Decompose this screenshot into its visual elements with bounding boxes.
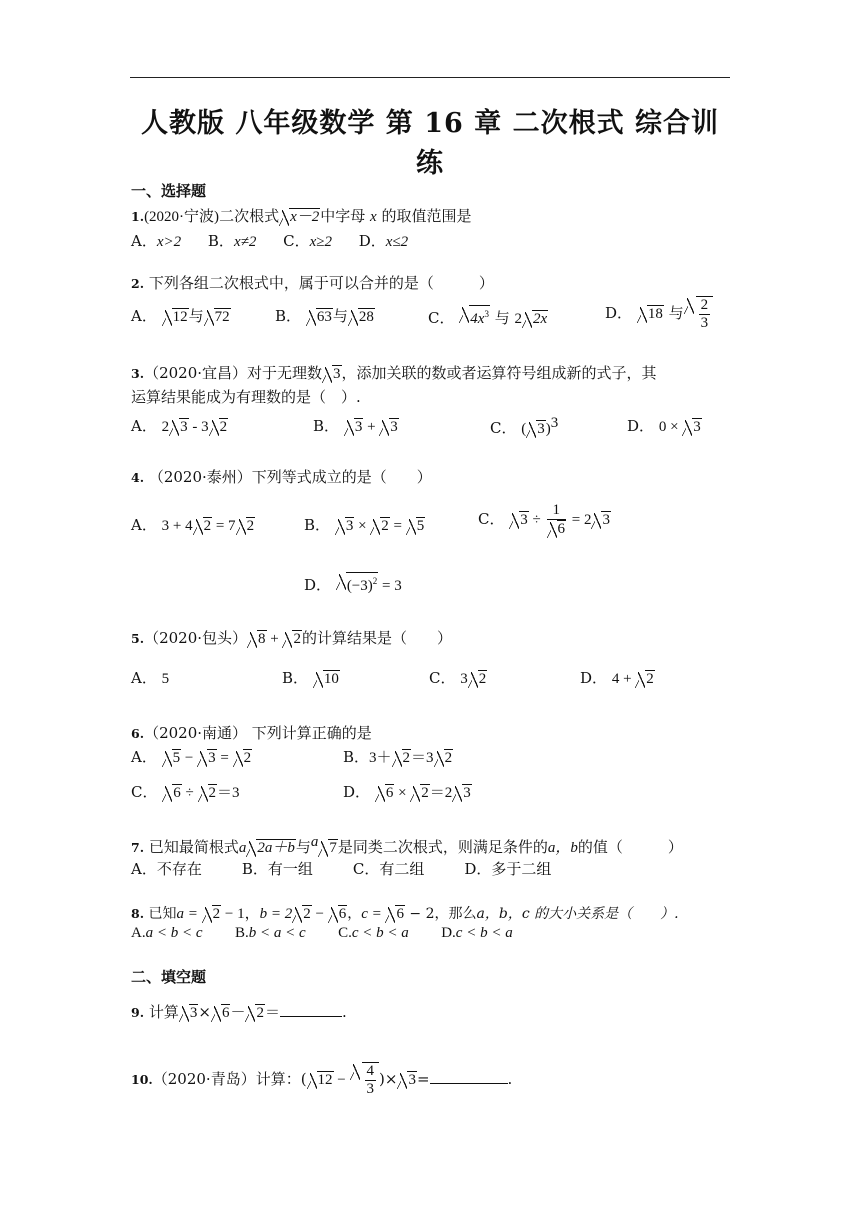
question-9: 9. 计算 3× 6－ 2＝ .: [131, 1003, 347, 1021]
question-4: 4. （2020·泰州）下列等式成立的是（ ）: [131, 468, 432, 486]
question-1-options: A．x>2 B．x≠2 C．x≥2 D．x≤2: [131, 232, 409, 250]
question-2-option-b: B． 63与 28: [275, 307, 374, 325]
question-6: 6.（2020·南通） 下列计算正确的是: [131, 724, 372, 742]
question-3-option-c: C． ( 3)$^3$: [490, 415, 559, 437]
answer-blank-10[interactable]: [430, 1069, 508, 1084]
question-8-options: A.a < b < c B.b < a < c C.c < b < a D.c < b < a: [131, 925, 513, 941]
question-4-option-c: C． 3 ÷ $\frac{1}{6}$ = 2 3: [478, 502, 610, 537]
question-10: 10.（2020·青岛）计算：( 12 − $\frac{4}{3}$ )× 3= .: [131, 1063, 513, 1097]
question-2-option-a: A． 12与 72: [131, 307, 230, 325]
question-6-option-a: A． 5 − 3 = 2: [131, 748, 252, 766]
question-5-option-d: D． 4 + 2: [580, 669, 654, 687]
question-3-option-b: B． 3 + 3: [313, 417, 398, 435]
question-2: 2. 下列各组二次根式中，属于可以合并的是（ ）: [131, 274, 494, 292]
question-4-option-d: D． $(-3)^2 = 3$: [304, 572, 402, 595]
question-2-option-c: C． $4x^3$ 与 2 2x: [428, 305, 548, 328]
question-3-option-d: D． 0 × 3: [627, 417, 701, 435]
question-4-option-a: A． 3 + 4 2 = 7 2: [131, 516, 255, 534]
question-4-option-b: B． 3 × 2 = 5: [304, 516, 425, 534]
question-5: 5.（2020·包头） 8 + 2的计算结果是（ ）: [131, 629, 452, 647]
question-7: 7. 已知最简根式a 2a＋b与$^a$ 7是同类二次根式，则满足条件的a，b的值（ ）: [131, 834, 683, 856]
question-5-option-b: B． 10: [282, 669, 339, 687]
page-title: 人教版 八年级数学 第 16 章 二次根式 综合训练: [141, 108, 719, 179]
question-5-option-a: A． 5: [131, 669, 170, 687]
question-7-options: A．不存在 B．有一组 C．有二组 D．多于二组: [131, 860, 552, 878]
section-choice: 一、选择题: [131, 182, 207, 200]
answer-blank-9[interactable]: [280, 1002, 342, 1017]
question-3-line-2: 运算结果能成为有理数的是（ ）.: [131, 388, 361, 406]
top-rule: [130, 77, 730, 78]
question-3: 3.（2020·宜昌）对于无理数 3，添加关联的数或者运算符号组成新的式子，其: [131, 364, 657, 382]
question-3-option-a: A． 2 3 - 3 2: [131, 417, 228, 435]
question-6-option-b: B．3＋ 2＝3 2: [343, 748, 453, 766]
section-fill: 二、填空题: [131, 968, 207, 986]
question-2-option-d: D． 18 与 $\frac{2}{3}$: [605, 296, 713, 332]
question-1: 1.(2020·宁波)二次根式 x－2中字母 x 的取值范围是: [131, 207, 472, 225]
question-6-option-d: D． 6 × 2＝2 3: [343, 783, 471, 801]
question-8: 8. 已知a = 2 − 1，b = 2 2 − 6，c = 6 − 2，那么a，b，c 的大小关系是（ ）.: [131, 906, 679, 922]
question-6-option-c: C． 6 ÷ 2＝3: [131, 783, 240, 801]
question-5-option-c: C． 3 2: [429, 669, 487, 687]
